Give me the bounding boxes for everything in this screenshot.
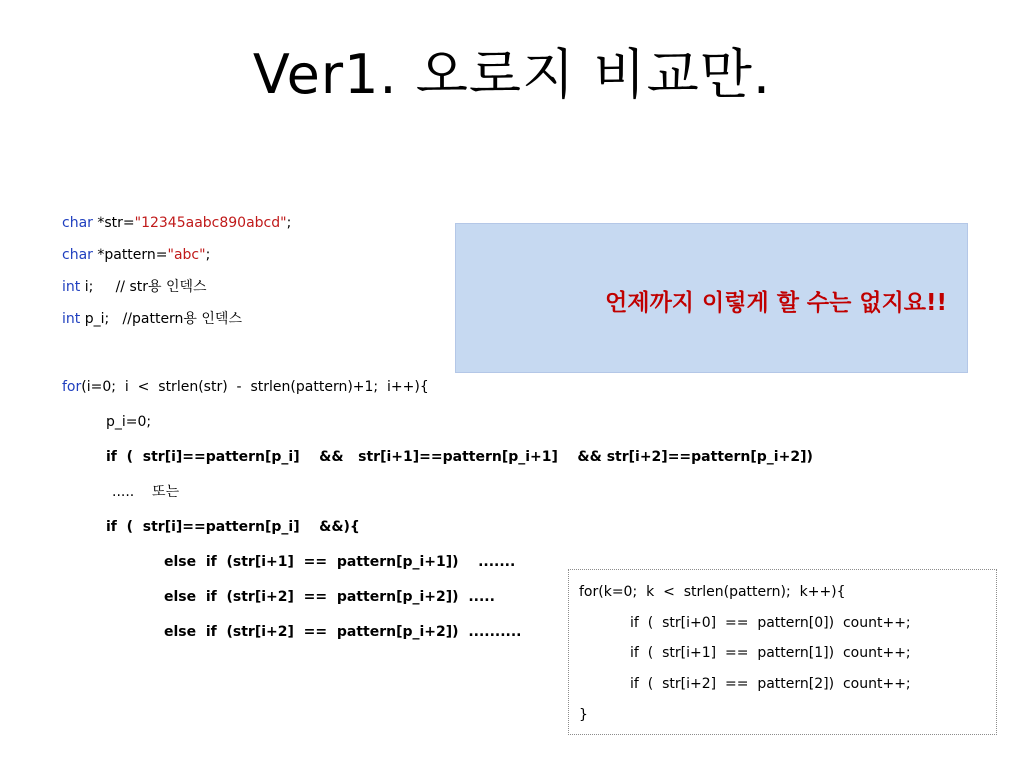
code-line-4 [62, 308, 242, 330]
keyword: for [62, 379, 82, 395]
slide-title: Ver1. 오로지 비교만. [252, 43, 772, 106]
callout-text: 언제까지 이렇게 할 수는 없지요!! [605, 290, 947, 316]
code-line-5 [62, 376, 429, 398]
string-literal: "abc" [167, 247, 206, 263]
code-text: i; // str용 인덱스 [80, 279, 207, 295]
code-line-7: if ( str[i]==pattern[p_i] && str[i+1]==pattern[p_i+1] && str[i+2]==pattern[p_i+2]) [106, 449, 813, 465]
code-line-8: ..... 또는 [112, 484, 180, 500]
code-text: ; [205, 247, 211, 263]
code-line-10: else if (str[i+1] == pattern[p_i+1]) ....... [164, 554, 516, 570]
string-literal: "12345aabc890abcd" [134, 215, 287, 231]
box-line-1: for(k=0; k < strlen(pattern); k++){ [579, 584, 846, 600]
box-line-5: } [579, 707, 588, 723]
code-line-3 [62, 276, 207, 298]
code-line-9: if ( str[i]==pattern[p_i] &&){ [106, 519, 360, 535]
code-line-12: else if (str[i+2] == pattern[p_i+2]) .......... [164, 624, 522, 640]
code-text: (i=0; i < strlen(str) - strlen(pattern)+1; i++){ [81, 379, 429, 395]
code-text: p_i; //pattern용 인덱스 [80, 311, 242, 327]
code-text: *pattern= [92, 247, 168, 263]
code-line-2 [62, 244, 210, 266]
callout-box [455, 223, 968, 373]
keyword: char [62, 247, 93, 263]
code-line-6: p_i=0; [106, 414, 152, 430]
code-box [568, 569, 997, 735]
keyword: int [62, 311, 81, 327]
box-line-4: if ( str[i+2] == pattern[2]) count++; [630, 676, 911, 692]
code-text: *str= [92, 215, 135, 231]
keyword: char [62, 215, 93, 231]
box-line-2: if ( str[i+0] == pattern[0]) count++; [630, 615, 911, 631]
code-text: ; [286, 215, 292, 231]
box-line-3: if ( str[i+1] == pattern[1]) count++; [630, 645, 911, 661]
keyword: int [62, 279, 81, 295]
code-line-1 [62, 212, 291, 234]
code-line-11: else if (str[i+2] == pattern[p_i+2]) ..... [164, 589, 495, 605]
